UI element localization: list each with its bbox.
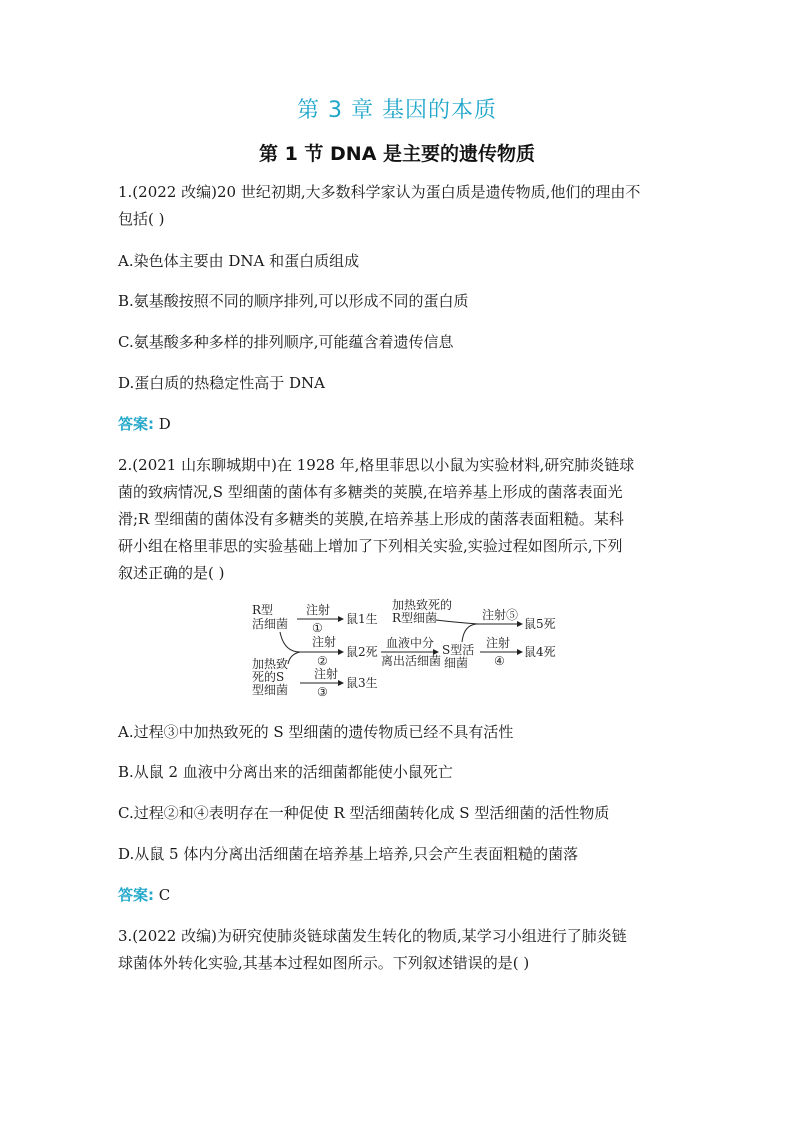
- diagram-mouse2: 鼠2死: [346, 645, 378, 659]
- griffith-experiment-diagram: [240, 592, 560, 704]
- diagram-heat-s-label3: 型细菌: [252, 683, 289, 697]
- q1-stem-line2: 包括( ): [118, 210, 165, 228]
- section-title: 第 1 节 DNA 是主要的遗传物质: [258, 143, 536, 165]
- diagram-heat-s-label2: 死的S: [252, 670, 285, 684]
- q2-stem-line4: 研小组在格里菲思的实验基础上增加了下列相关实验,实验过程如图所示,下列: [118, 537, 623, 555]
- q3-stem-line1: 3.(2022 改编)为研究使肺炎链球菌发生转化的物质,某学习小组进行了肺炎链: [118, 927, 627, 945]
- q1-stem-line1: 1.(2022 改编)20 世纪初期,大多数科学家认为蛋白质是遗传物质,他们的理由不: [118, 183, 641, 201]
- diagram-r-live-label2: 活细菌: [252, 617, 289, 631]
- connector-r-to-step2: [280, 632, 300, 652]
- diagram-heat-r-label1: 加热致死的: [392, 598, 453, 612]
- q1-answer: [118, 414, 171, 434]
- q1-option-b: B.氨基酸按照不同的顺序排列,可以形成不同的蛋白质: [118, 292, 469, 310]
- q2-option-c: C.过程②和④表明存在一种促使 R 型活细菌转化成 S 型活细菌的活性物质: [118, 804, 610, 822]
- diagram-blood-label2: 离出活细菌: [381, 654, 442, 668]
- diagram-step3: ③: [317, 685, 328, 699]
- diagram-mouse3: 鼠3生: [346, 676, 378, 690]
- diagram-heat-r-label2: R型细菌: [392, 611, 438, 625]
- q3-stem-line2: 球菌体外转化实验,其基本过程如图所示。下列叙述错误的是( ): [118, 954, 530, 972]
- diagram-step2: ②: [317, 654, 328, 668]
- q1-answer-value: D: [158, 415, 171, 433]
- q2-option-a: A.过程③中加热致死的 S 型细菌的遗传物质已经不具有活性: [118, 723, 514, 741]
- diagram-mouse5: 鼠5死: [524, 617, 556, 631]
- q2-stem-line5: 叙述正确的是( ): [118, 564, 225, 582]
- q2-option-d: D.从鼠 5 体内分离出活细菌在培养基上培养,只会产生表面粗糙的菌落: [118, 845, 579, 863]
- q1-answer-label: 答案:: [118, 415, 154, 433]
- connector-s-to-step5: [462, 624, 478, 642]
- diagram-inject-4: 注射: [486, 636, 511, 650]
- diagram-s-live-label1: S型活: [442, 643, 475, 657]
- q2-option-b: B.从鼠 2 血液中分离出来的活细菌都能使小鼠死亡: [118, 763, 453, 781]
- diagram-mouse4: 鼠4死: [524, 645, 556, 659]
- diagram-mouse1: 鼠1生: [346, 612, 378, 626]
- diagram-heat-s-label1: 加热致: [252, 657, 289, 671]
- diagram-s-live-label2: 细菌: [444, 656, 469, 670]
- chapter-title: 第 3 章 基因的本质: [297, 98, 497, 123]
- diagram-inject-2: 注射: [312, 635, 337, 649]
- q2-stem-line3: 滑;R 型细菌的菌体没有多糖类的荚膜,在培养基上形成的菌落表面粗糙。某科: [118, 510, 624, 528]
- q2-answer-value: C: [158, 886, 171, 904]
- q1-option-c: C.氨基酸多种多样的排列顺序,可能蕴含着遗传信息: [118, 333, 454, 351]
- diagram-inject-3: 注射: [314, 667, 339, 681]
- diagram-r-live-label1: R型: [252, 603, 274, 617]
- q1-option-a: A.染色体主要由 DNA 和蛋白质组成: [118, 252, 360, 270]
- q2-stem-line2: 菌的致病情况,S 型细菌的菌体有多糖类的荚膜,在培养基上形成的菌落表面光: [118, 483, 623, 501]
- diagram-inject-1: 注射: [306, 603, 331, 617]
- connector-r-to-step5: [436, 620, 478, 624]
- q2-stem-line1: 2.(2021 山东聊城期中)在 1928 年,格里菲思以小鼠为实验材料,研究肺炎链球: [118, 456, 635, 474]
- q1-option-d: D.蛋白质的热稳定性高于 DNA: [118, 374, 326, 392]
- diagram-inject-5: 注射⑤: [482, 608, 519, 622]
- diagram-step1: ①: [312, 621, 323, 635]
- diagram-step4: ④: [494, 654, 505, 668]
- q2-answer-label: 答案:: [118, 886, 154, 904]
- diagram-blood-label1: 血液中分: [386, 636, 435, 650]
- connector-s-to-step2: [288, 652, 300, 664]
- q2-answer: [118, 885, 170, 905]
